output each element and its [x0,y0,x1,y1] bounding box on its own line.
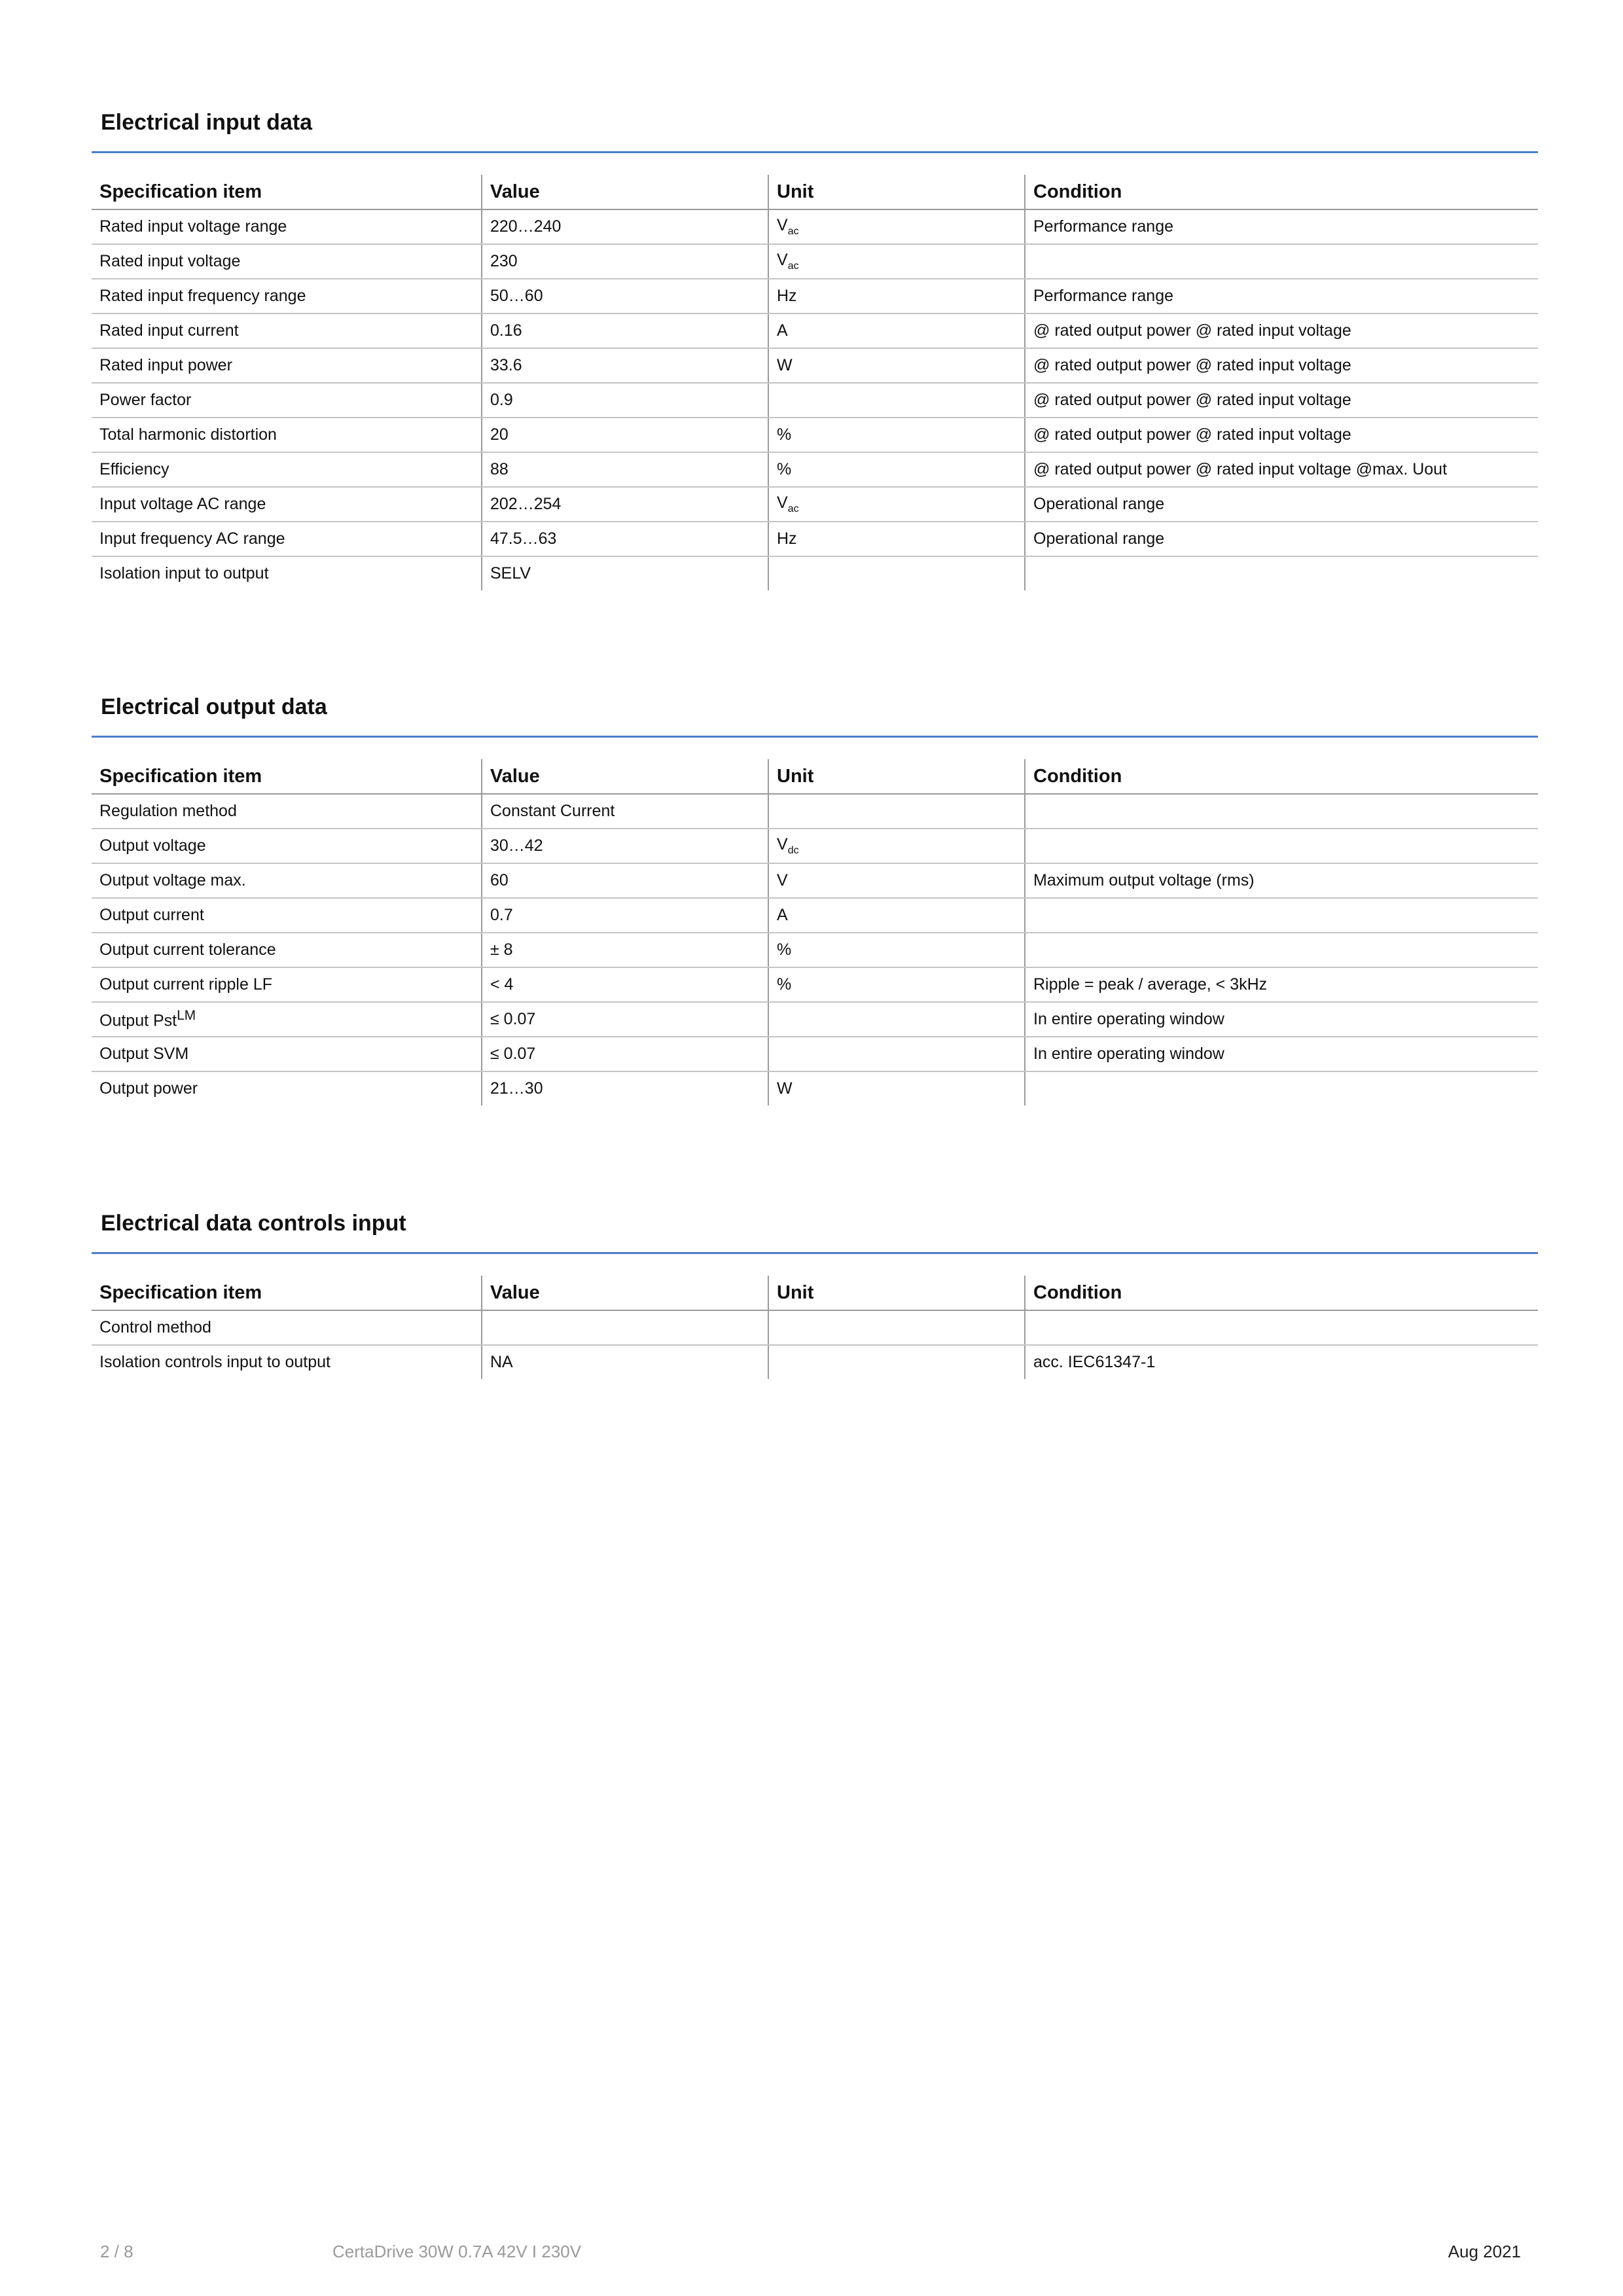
cell-unit [768,348,1025,383]
cell-unit [768,244,1025,279]
table-row [92,1002,1538,1037]
cell-condition: Maximum output voltage (rms) [1025,863,1538,898]
cell-unit [768,829,1025,863]
cell-value: 0.7 [482,898,768,933]
item-text: Output current ripple LF [99,975,273,994]
cell-condition: acc. IEC61347-1 [1025,1345,1538,1379]
item-text: Input voltage AC range [99,495,266,513]
table-row [92,209,1538,244]
cell-specification-item [92,829,482,863]
header-unit: Unit [768,759,1025,794]
cell-specification-item [92,556,482,590]
cell-specification-item [92,1310,482,1345]
table-header-row [92,759,1538,794]
cell-specification-item [92,1071,482,1105]
item-text: Output power [99,1079,198,1098]
cell-value: SELV [482,556,768,590]
unit-subscript: ac [787,260,799,272]
cell-unit [768,487,1025,522]
header-value: Value [482,759,768,794]
header-unit: Unit [768,175,1025,209]
header-unit: Unit [768,1276,1025,1310]
cell-unit [768,898,1025,933]
cell-condition: @ rated output power @ rated input voltage [1025,418,1538,452]
cell-unit [768,1071,1025,1105]
header-condition: Condition [1025,175,1538,209]
item-text: Rated input frequency range [99,287,306,305]
cell-unit [768,967,1025,1002]
cell-condition [1025,556,1538,590]
cell-unit [768,1002,1025,1037]
cell-unit [768,1345,1025,1379]
section-title: Electrical input data [101,110,313,135]
cell-specification-item [92,279,482,314]
table-header-row [92,1276,1538,1310]
cell-condition [1025,829,1538,863]
unit-text: Hz [777,529,797,548]
unit-text: % [777,941,792,959]
unit-text: % [777,425,792,444]
cell-unit [768,1037,1025,1071]
cell-value: 60 [482,863,768,898]
unit-text: V [777,493,788,512]
section-electrical-output [92,690,1538,1105]
table-row [92,794,1538,829]
spec-table [92,175,1538,590]
cell-specification-item [92,1345,482,1379]
table-row [92,487,1538,522]
table-body [92,794,1538,1105]
cell-specification-item [92,967,482,1002]
section-title: Electrical data controls input [101,1211,406,1236]
cell-value: 47.5…63 [482,522,768,556]
cell-condition: Operational range [1025,522,1538,556]
cell-condition: Operational range [1025,487,1538,522]
table-row [92,1310,1538,1345]
cell-value: 20 [482,418,768,452]
unit-text: % [777,975,792,994]
spec-table [92,1276,1538,1379]
cell-value: 33.6 [482,348,768,383]
unit-subscript: dc [787,845,799,856]
cell-value: 202…254 [482,487,768,522]
table-row [92,522,1538,556]
table-header-row [92,175,1538,209]
section-electrical-input [92,105,1538,590]
section-title: Electrical output data [101,694,327,719]
unit-text: A [777,906,788,924]
cell-specification-item [92,418,482,452]
cell-condition: @ rated output power @ rated input voltage [1025,383,1538,418]
cell-value: ≤ 0.07 [482,1002,768,1037]
table-body [92,209,1538,590]
item-text: Regulation method [99,802,237,820]
table-body [92,1310,1538,1379]
section-divider [92,151,1538,153]
cell-value: ± 8 [482,933,768,967]
cell-value: 50…60 [482,279,768,314]
cell-condition: Ripple = peak / average, < 3kHz [1025,967,1538,1002]
cell-condition [1025,933,1538,967]
cell-condition: @ rated output power @ rated input voltage @max. Uout [1025,452,1538,487]
table-row [92,452,1538,487]
cell-unit [768,314,1025,348]
item-text: Isolation controls input to output [99,1353,331,1371]
cell-specification-item [92,209,482,244]
table-row [92,829,1538,863]
cell-specification-item [92,314,482,348]
cell-value: 230 [482,244,768,279]
item-text: Rated input power [99,356,232,374]
section-electrical-controls [92,1206,1538,1379]
table-row [92,556,1538,590]
cell-specification-item [92,452,482,487]
cell-specification-item [92,522,482,556]
cell-unit [768,383,1025,418]
cell-condition: Performance range [1025,209,1538,244]
cell-condition: @ rated output power @ rated input voltage [1025,314,1538,348]
header-value: Value [482,175,768,209]
cell-unit [768,1310,1025,1345]
unit-text: W [777,1079,793,1098]
cell-condition: @ rated output power @ rated input voltage [1025,348,1538,383]
table-row [92,418,1538,452]
item-text: Rated input voltage [99,252,241,270]
unit-text: A [777,321,788,340]
cell-condition [1025,1310,1538,1345]
cell-specification-item [92,383,482,418]
item-text: Output voltage [99,836,206,855]
cell-condition: In entire operating window [1025,1002,1538,1037]
header-value: Value [482,1276,768,1310]
header-condition: Condition [1025,759,1538,794]
table-row [92,1071,1538,1105]
cell-unit [768,933,1025,967]
cell-specification-item [92,348,482,383]
section-divider [92,736,1538,738]
cell-unit [768,209,1025,244]
unit-text: W [777,356,793,374]
unit-text: V [777,871,788,889]
unit-subscript: ac [787,226,799,237]
item-text: Power factor [99,391,192,409]
cell-unit [768,522,1025,556]
cell-value: ≤ 0.07 [482,1037,768,1071]
cell-condition: Performance range [1025,279,1538,314]
cell-unit [768,863,1025,898]
item-text: Output voltage max. [99,871,246,889]
table-row [92,383,1538,418]
item-superscript: LM [177,1008,196,1024]
unit-subscript: ac [787,503,799,514]
cell-condition [1025,244,1538,279]
cell-value: 0.16 [482,314,768,348]
cell-value: 21…30 [482,1071,768,1105]
header-condition: Condition [1025,1276,1538,1310]
table-row [92,348,1538,383]
cell-specification-item [92,933,482,967]
table-row [92,933,1538,967]
item-text: Rated input current [99,321,239,340]
item-text: Output current tolerance [99,941,276,959]
cell-value: 0.9 [482,383,768,418]
item-text: Output SVM [99,1045,189,1063]
unit-text: V [777,835,788,853]
table-row [92,244,1538,279]
footer-product-name: CertaDrive 30W 0.7A 42V I 230V [332,2242,582,2261]
header-specification-item: Specification item [92,175,482,209]
table-row [92,279,1538,314]
table-row [92,863,1538,898]
cell-condition [1025,898,1538,933]
cell-specification-item [92,794,482,829]
cell-unit [768,418,1025,452]
cell-condition [1025,1071,1538,1105]
cell-value: 220…240 [482,209,768,244]
cell-unit [768,794,1025,829]
cell-specification-item [92,487,482,522]
item-text: Control method [99,1318,211,1336]
table-row [92,967,1538,1002]
table-row [92,898,1538,933]
unit-text: % [777,460,792,478]
item-text: Rated input voltage range [99,217,287,236]
cell-value: Constant Current [482,794,768,829]
spec-table [92,759,1538,1105]
cell-specification-item [92,863,482,898]
unit-text: V [777,251,788,269]
cell-condition: In entire operating window [1025,1037,1538,1071]
table-row [92,1037,1538,1071]
item-text: Total harmonic distortion [99,425,277,444]
section-divider [92,1252,1538,1254]
header-specification-item: Specification item [92,1276,482,1310]
item-text: Input frequency AC range [99,529,285,548]
footer-date: Aug 2021 [1448,2242,1521,2261]
cell-condition [1025,794,1538,829]
cell-value: < 4 [482,967,768,1002]
item-text: Output current [99,906,204,924]
item-text: Efficiency [99,460,169,478]
cell-unit [768,279,1025,314]
table-row [92,1345,1538,1379]
footer-page-number: 2 / 8 [100,2242,134,2261]
cell-unit [768,452,1025,487]
cell-specification-item [92,1037,482,1071]
unit-text: Hz [777,287,797,305]
header-specification-item: Specification item [92,759,482,794]
item-text: Output Pst [99,1011,177,1030]
cell-unit [768,556,1025,590]
cell-value: NA [482,1345,768,1379]
cell-specification-item [92,898,482,933]
cell-specification-item [92,1002,482,1037]
cell-value: 88 [482,452,768,487]
item-text: Isolation input to output [99,564,269,583]
cell-value: 30…42 [482,829,768,863]
unit-text: V [777,216,788,234]
cell-specification-item [92,244,482,279]
table-row [92,314,1538,348]
cell-value [482,1310,768,1345]
